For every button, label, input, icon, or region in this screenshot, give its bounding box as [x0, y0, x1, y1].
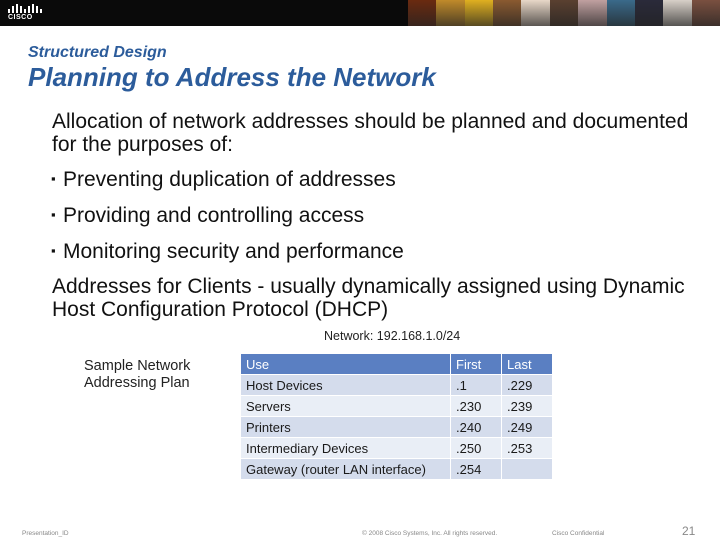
section-label: Structured Design [28, 44, 167, 61]
bullet-square-icon: ▪ [51, 171, 56, 186]
header-photo [607, 0, 635, 26]
header-photo [521, 0, 549, 26]
footer-presentation-id: Presentation_ID [22, 530, 69, 537]
bullet-item [51, 239, 691, 263]
cell-use: Host Devices [241, 375, 451, 396]
cell-last: .253 [502, 438, 553, 459]
cell-first: .230 [451, 396, 502, 417]
cell-last: .249 [502, 417, 553, 438]
cell-first: .240 [451, 417, 502, 438]
cell-first: .254 [451, 459, 502, 480]
cell-use: Gateway (router LAN interface) [241, 459, 451, 480]
header-photo-strip [408, 0, 720, 26]
bullet-item [51, 203, 691, 227]
table-row [241, 459, 553, 480]
header-photo [436, 0, 464, 26]
cell-use: Intermediary Devices [241, 438, 451, 459]
cell-use: Servers [241, 396, 451, 417]
header-photo [465, 0, 493, 26]
cisco-bars-icon [8, 4, 42, 13]
header-photo [493, 0, 521, 26]
bullet-square-icon: ▪ [51, 207, 56, 222]
header-photo [692, 0, 720, 26]
plan-caption: Sample Network Addressing Plan [84, 358, 191, 391]
bullet-square-icon: ▪ [51, 243, 56, 258]
footer-confidential: Cisco Confidential [552, 530, 605, 537]
cell-last: .239 [502, 396, 553, 417]
cisco-logo [8, 4, 42, 22]
cisco-logo-text: CISCO [8, 14, 33, 21]
bullet-text: Providing and controlling access [63, 204, 365, 227]
network-label: Network: 192.168.1.0/24 [324, 329, 461, 343]
bullet-item [51, 167, 691, 191]
cell-use: Printers [241, 417, 451, 438]
column-header-last: Last [502, 354, 553, 375]
cell-last: .229 [502, 375, 553, 396]
page-title: Planning to Address the Network [28, 62, 436, 92]
table-row [241, 375, 553, 396]
cell-last [502, 459, 553, 480]
table-row [241, 396, 553, 417]
bullet-text: Monitoring security and performance [63, 240, 404, 263]
header-bar [0, 0, 720, 26]
header-photo [663, 0, 691, 26]
column-header-use: Use [241, 354, 451, 375]
intro-paragraph: Allocation of network addresses should be planned and documented for the purposes of: [52, 110, 689, 156]
page-number: 21 [682, 524, 696, 538]
cell-first: .250 [451, 438, 502, 459]
table-row [241, 417, 553, 438]
addressing-plan-table [240, 353, 553, 480]
header-photo [578, 0, 606, 26]
table-header-row [241, 354, 553, 375]
header-photo [635, 0, 663, 26]
header-photo [550, 0, 578, 26]
footer-copyright: © 2008 Cisco Systems, Inc. All rights reserved. [362, 530, 498, 537]
table-row [241, 438, 553, 459]
dhcp-paragraph: Addresses for Clients - usually dynamically assigned using Dynamic Host Configuration Protocol (DHCP) [52, 275, 685, 321]
cell-first: .1 [451, 375, 502, 396]
column-header-first: First [451, 354, 502, 375]
bullet-text: Preventing duplication of addresses [63, 168, 396, 191]
header-photo [408, 0, 436, 26]
